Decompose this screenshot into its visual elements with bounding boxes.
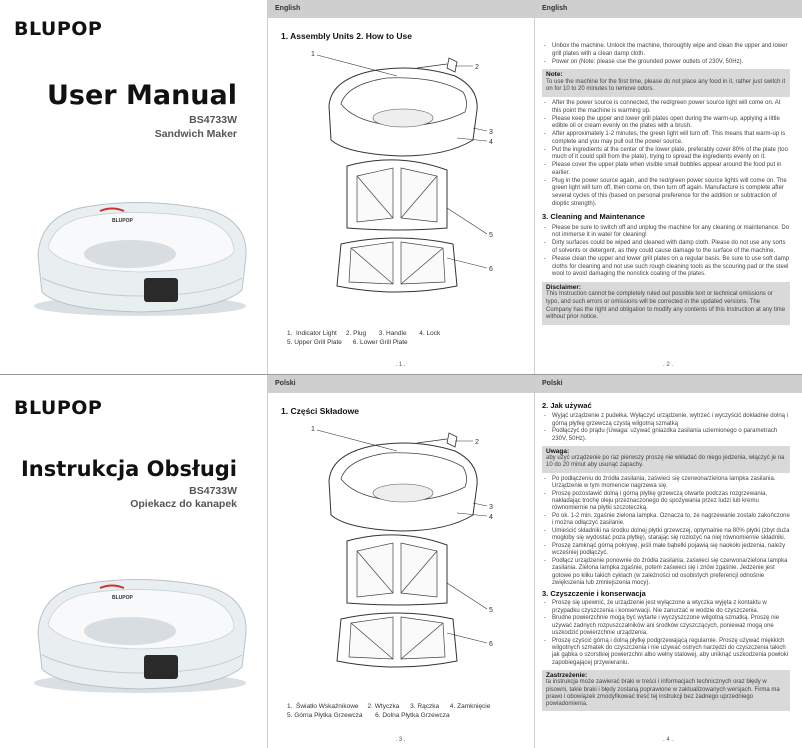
cleaning-item: - Please be sure to switch off and unplug the machine for any cleaning or maintenance. Do not immerse it in water for cleaning!	[542, 225, 790, 240]
parts-legend-line1: 1. Indicator Light 2. Plug 3. Handle 4. Lock	[287, 330, 441, 337]
parts-legend-line2: 5. Górna Płytka Grzewcza 6. Dolna Płytka Grzewcza	[287, 712, 450, 719]
instructions-page-english	[534, 0, 802, 374]
step-item: - After approximately 1-2 minutes, the green light will turn off. This means that warm-up is complete and you may pull out the power source.	[542, 131, 790, 146]
intro-item: - Wyjąć urządzenie z pudełka. Wyłączyć urządzenie, wytrzeć i wyczyścić dokładnie dolną i górną płytkę grzewczą czystą wilgotną szmatką	[542, 413, 790, 428]
step-item: - Po podłączeniu do źródła zasilania, zaświeci się czerwona/zielona lampka zasilania. Urządzenie w tym momencie nagrzewa się.	[542, 476, 790, 491]
cover-page-english	[0, 0, 267, 374]
note-box	[542, 69, 790, 97]
instructions-page-polish	[534, 375, 802, 748]
page-number: . 4 .	[662, 737, 673, 743]
section-heading: 2. Jak używać	[542, 401, 592, 410]
parts-legend-line1: 1. Światło Wskaźnikowe 2. Wtyczka 3. Rączka 4. Zamknięcie	[287, 703, 491, 710]
brand-logo: BLUPOP	[14, 18, 103, 40]
page-number: . 3 .	[395, 737, 406, 743]
sandwich-maker-photo	[20, 178, 260, 328]
parts-page-english	[267, 0, 534, 374]
section-heading: 1. Części Składowe	[281, 406, 359, 416]
section-heading: 1. Assembly Units 2. How to Use	[281, 31, 412, 41]
note-title: Uwaga:	[546, 447, 570, 455]
disclaimer-title: Zastrzeżenie:	[546, 671, 588, 679]
disclaimer-text: This Instruction cannot be completely ruled out possible text or technical omissions or typo, and such errors or omissions will be corrected in the updated versions. The Company has the right and obligation to modify any contents of this Instruction at any time without prior notice.	[546, 291, 786, 321]
intro-item: - Podłączyć do prądu (Uwaga: używać gniazdka zasilania uziemionego o parametrach 230V, 50Hz).	[542, 428, 790, 443]
callout-4: 4	[489, 514, 493, 521]
parts-diagram	[297, 48, 517, 323]
sandwich-maker-photo	[20, 555, 260, 705]
note-text: aby użyć urządzenie po raz pierwszy proszę nie wkładać do niego jedzenia, włączyć je na 10 do 20 minut aby usunąć zapachy.	[546, 455, 785, 469]
step-item: - Po ok. 1-2 min. zgaśnie zielona lampka. Oznacza to, że nagrzewanie zostało zakończone i można odłączyć zasilanie.	[542, 513, 790, 528]
cover-title: Instrukcja Obsługi	[20, 457, 237, 481]
cover-title: User Manual	[46, 80, 237, 111]
step-item: - Proszę zamknąć górną pokrywę, jeśli małe bąbelki pojawią się naokoło jedzenia, należy wcześniej podłączyć.	[542, 543, 790, 558]
note-title: Note:	[546, 71, 563, 79]
callout-6: 6	[489, 266, 493, 273]
callout-2: 2	[475, 439, 479, 446]
instructions-text	[542, 43, 790, 328]
callout-1: 1	[311, 51, 315, 58]
section-heading: 3. Cleaning and Maintenance	[542, 212, 645, 222]
model-number: BS4733W	[189, 114, 237, 126]
intro-item: - Power on (Note: please use the grounded power outlets of 230V, 50Hz).	[542, 59, 790, 67]
page-number: . 2 .	[662, 362, 673, 368]
step-item: - Podłącz urządzenie ponownie do źródła zasilania, zaświeci się czerwona/zielona lampka zasilania. Zielona lampka zgaśnie, potem zaświeci się i znów zgaśnie. Jedzenie jest gotowe po kilku takich cyklach (w zależności od osobistych preferencji odnośnie zwiększenia lub zmniejszenia mocy).	[542, 558, 790, 587]
device-brand-label: BLUPOP	[112, 218, 133, 224]
brand-logo: BLUPOP	[14, 397, 103, 419]
step-item: - Umieścić składniki na środku dolnej płytki grzewczej, optymalnie na 80% płytki (zbyt duża mogłoby się wydostać poza płytkę), starając się rozłożyć na niej równomiernie składniki.	[542, 528, 790, 543]
note-box	[542, 446, 790, 473]
callout-4: 4	[489, 139, 493, 146]
step-item: - Proszę pozostawić dolną i górną płytkę grzewczą otwarte podczas rozgrzewania, nakładając trochę oleju przeznaczonego do spożywania przez ludzi lub kremu równomiernie na płytki szczoteczką.	[542, 491, 790, 513]
language-tab: Polski	[534, 375, 802, 393]
disclaimer-title: Disclaimer:	[546, 283, 582, 291]
parts-diagram	[297, 423, 517, 698]
step-item: - Please cover the upper plate when visible small bubbles appear around the food put in earlier.	[542, 162, 790, 177]
cleaning-item: - Proszę czyścić górną i dolną płytkę podgrzewającą regularnie. Proszę używać miękkich wilgotnych szmatek do czyszczenia i nie używać ostrych narzędzi do czyszczenia takich jak gąbka o szorstkiej powierzchni albo wełny stalowej, aby uniknąć uszkodzenia powłoki zapobiegającej przywieraniu.	[542, 638, 790, 667]
disclaimer-box	[542, 670, 790, 711]
product-subtitle: Sandwich Maker	[154, 128, 237, 140]
cleaning-item: - Brudne powierzchnie mogą być wytarte i wyczyszczone wilgotną szmatką. Proszę nie używać żadnych rozpuszczalników ani środków czyszczących, ponieważ mogą one uszkodzić powierzchnie urządzenia.	[542, 615, 790, 637]
language-tab: Polski	[267, 375, 534, 393]
callout-6: 6	[489, 641, 493, 648]
parts-legend-line2: 5. Upper Grill Plate 6. Lower Grill Plate	[287, 339, 408, 346]
product-subtitle: Opiekacz do kanapek	[130, 498, 237, 510]
disclaimer-box	[542, 282, 790, 325]
step-item: - Please keep the upper and lower grill plates open during the warm-up, applying a little edible oil or cream evenly on the plates with a brush.	[542, 116, 790, 131]
cleaning-item: - Please clean the upper and lower grill plates on a regular basis. Be sure to use soft damp cloths for cleaning and not use such rough cleaning tools as the scouring pad or the steel wool to avoid damaging the nonstick coating of the plates.	[542, 256, 790, 279]
section-heading: 3. Czyszczenie i konserwacja	[542, 589, 646, 599]
callout-5: 5	[489, 607, 493, 614]
step-item: - After the power source is connected, the red/green power source light will come on. At this point the machine is warming up.	[542, 100, 790, 115]
callout-5: 5	[489, 232, 493, 239]
disclaimer-text: ta instrukcja może zawierać braki w treści i informacjach technicznych oraz błędy w pisowni, takie braki i błędy zostaną poprawione w zaktualizowanych wersjach. Firma ma prawo i obowiązek zmodyfikować treść tej instrukcji bez żadnego uprzedniego powiadomienia.	[546, 679, 780, 708]
model-number: BS4733W	[189, 485, 237, 497]
cleaning-item: - Dirty surfaces could be wiped and cleaned with damp cloth. Please do not use any sorts of solvents or detergent, as they could cause damage to the surface of the machine.	[542, 240, 790, 255]
language-tab: English	[267, 0, 534, 18]
page-number: . 1 .	[395, 362, 406, 368]
note-text: To use the machine for the first time, please do not place any food in it, rather just switch it on for 10 to 20 minutes to remove odors.	[546, 78, 786, 93]
step-item: - Put the ingredients at the center of the lower plate, preferably cover 80% of the plate (too much of it could spill from the plate), trying to spread the ingredients evenly on it.	[542, 147, 790, 162]
device-brand-label: BLUPOP	[112, 595, 133, 601]
step-item: - Plug in the power source again, and the red/green power source lights will come on. The green light will turn off, then come on, then turn off again. Manufacture is complete after several cycles of this (based on personal preference for the addition or subtraction of dioptic strength).	[542, 178, 790, 208]
callout-1: 1	[311, 426, 315, 433]
callout-3: 3	[489, 129, 493, 136]
intro-item: - Unbox the machine. Unlock the machine, thoroughly wipe and clean the upper and lower grill plates with a clean damp cloth.	[542, 43, 790, 58]
callout-2: 2	[475, 64, 479, 71]
cover-page-polish	[0, 375, 267, 748]
cleaning-item: - Proszę się upewnić, że urządzenie jest wyłączone a wtyczka wyjęta z kontaktu w przypadku czyszczenia i konserwacji. Nie zanurzać w wodzie do czyszczenia.	[542, 600, 790, 615]
language-tab: English	[534, 0, 802, 18]
parts-page-polish	[267, 375, 534, 748]
callout-3: 3	[489, 504, 493, 511]
instructions-text	[542, 402, 790, 714]
